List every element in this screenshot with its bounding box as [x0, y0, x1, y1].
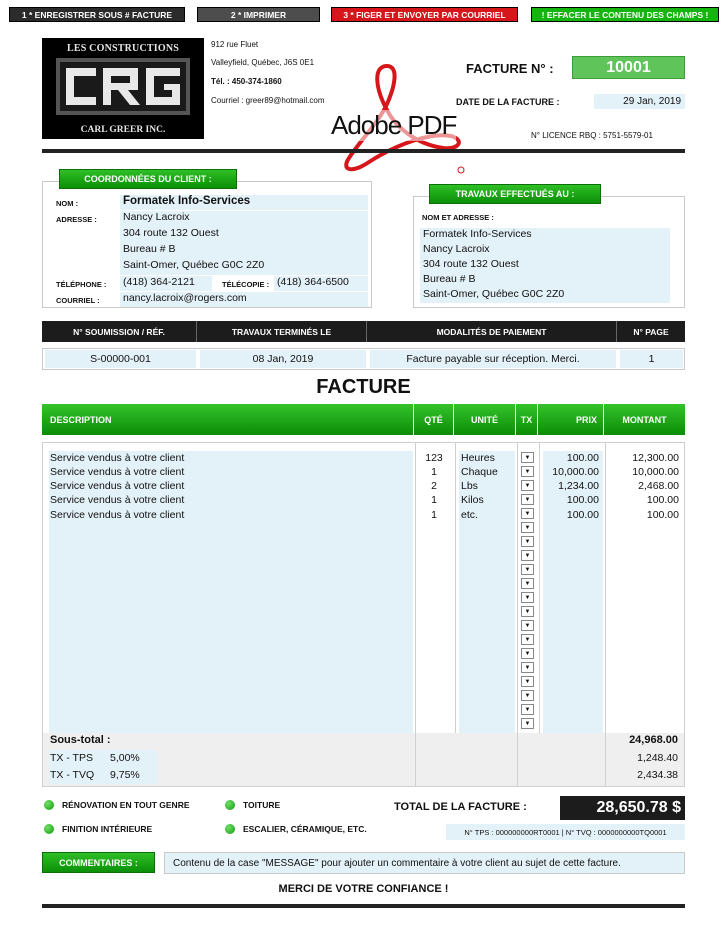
- item-unit[interactable]: etc.: [461, 509, 478, 522]
- client-address-line[interactable]: 304 route 132 Ouest: [120, 227, 368, 243]
- item-unit[interactable]: Chaque: [461, 466, 498, 479]
- print-button[interactable]: 2 * IMPRIMER: [197, 7, 320, 22]
- item-price[interactable]: 100.00: [566, 452, 599, 465]
- tps-rate-field[interactable]: 5,00%: [110, 752, 140, 764]
- item-amount: 100.00: [646, 509, 679, 522]
- freeze-and-email-button[interactable]: 3 * FIGER ET ENVOYER PAR COURRIEL: [331, 7, 518, 22]
- item-quantity[interactable]: 1: [431, 466, 437, 479]
- column-divider: [517, 733, 518, 786]
- invoice-title: FACTURE: [316, 376, 411, 398]
- item-unit[interactable]: Kilos: [461, 494, 484, 507]
- tvq-value: 2,434.38: [637, 769, 678, 781]
- bullet-icon: [225, 800, 235, 810]
- tax-dropdown[interactable]: ▼: [521, 704, 534, 715]
- total-label: TOTAL DE LA FACTURE :: [394, 801, 527, 813]
- tax-dropdown[interactable]: ▼: [521, 662, 534, 673]
- item-unit[interactable]: Lbs: [461, 480, 478, 493]
- item-price[interactable]: 100.00: [566, 494, 599, 507]
- client-address-line[interactable]: Saint-Omer, Québec G0C 2Z0: [120, 259, 368, 275]
- client-section-header: COORDONNÉES DU CLIENT :: [59, 169, 237, 189]
- tps-label: TX - TPS: [50, 752, 93, 764]
- info-values-row: [42, 348, 685, 370]
- tax-dropdown[interactable]: ▼: [521, 648, 534, 659]
- save-as-invoice-button[interactable]: 1 * ENREGISTRER SOUS # FACTURE: [9, 7, 185, 22]
- adobe-pdf-text: Adobe PDF: [331, 110, 457, 140]
- worksite-line[interactable]: Saint-Omer, Québec G0C 2Z0: [420, 288, 670, 303]
- page-number-header: N° PAGE: [633, 326, 669, 337]
- reference-header: N° SOUMISSION / RÉF.: [42, 321, 197, 342]
- subtotal-label: Sous-total :: [50, 734, 111, 746]
- rbq-license: N° LICENCE RBQ : 5751-5579-01: [531, 131, 653, 140]
- item-price[interactable]: 10,000.00: [552, 466, 599, 479]
- company-email: Courriel : greer89@hotmail.com: [211, 96, 325, 105]
- tax-dropdown[interactable]: ▼: [521, 466, 534, 477]
- thank-you-message: MERCI DE VOTRE CONFIANCE !: [278, 883, 449, 895]
- feature-item: ESCALIER, CÉRAMIQUE, ETC.: [243, 824, 367, 834]
- tax-header: TX: [516, 404, 538, 435]
- worksite-section-header: TRAVAUX EFFECTUÉS AU :: [429, 184, 601, 204]
- tax-dropdown[interactable]: ▼: [521, 718, 534, 729]
- tps-value: 1,248.40: [637, 752, 678, 764]
- item-quantity[interactable]: 1: [431, 494, 437, 507]
- tax-dropdown[interactable]: ▼: [521, 676, 534, 687]
- payment-terms-field[interactable]: Facture payable sur réception. Merci.: [370, 350, 616, 368]
- item-quantity[interactable]: 2: [431, 480, 437, 493]
- item-quantity[interactable]: 1: [431, 509, 437, 522]
- worksite-line[interactable]: Bureau # B: [420, 273, 670, 288]
- item-amount: 12,300.00: [632, 452, 679, 465]
- item-description[interactable]: Service vendus à votre client: [50, 466, 185, 479]
- client-fax-field[interactable]: (418) 364-6500: [274, 276, 368, 291]
- page-number-field[interactable]: 1: [620, 350, 683, 368]
- company-logo: [42, 38, 204, 139]
- crg-logo-mark-icon: [56, 58, 190, 115]
- header-divider: [42, 149, 685, 153]
- bullet-icon: [225, 824, 235, 834]
- tax-dropdown[interactable]: ▼: [521, 578, 534, 589]
- client-name-label: NOM :: [56, 199, 79, 208]
- payment-terms-header: MODALITÉS DE PAIEMENT: [367, 321, 617, 342]
- reference-field[interactable]: S-00000-001: [45, 350, 196, 368]
- feature-item: RÉNOVATION EN TOUT GENRE: [62, 800, 190, 810]
- logo-bottom-text: CARL GREER INC.: [80, 125, 166, 135]
- tax-dropdown[interactable]: ▼: [521, 620, 534, 631]
- client-phone-label: TÉLÉPHONE :: [56, 280, 107, 289]
- worksite-line[interactable]: Formatek Info-Services: [420, 228, 670, 243]
- client-email-label: COURRIEL :: [56, 296, 100, 305]
- clear-fields-button[interactable]: ! EFFACER LE CONTENU DES CHAMPS !: [531, 7, 719, 22]
- client-email-field[interactable]: nancy.lacroix@rogers.com: [120, 292, 368, 307]
- item-quantity[interactable]: 123: [425, 452, 443, 465]
- invoice-date-field[interactable]: 29 Jan, 2019: [594, 94, 685, 109]
- unit-header: UNITÉ: [454, 404, 516, 435]
- tax-dropdown[interactable]: ▼: [521, 522, 534, 533]
- item-description[interactable]: Service vendus à votre client: [50, 494, 185, 507]
- worksite-line[interactable]: Nancy Lacroix: [420, 243, 670, 258]
- invoice-number-label: FACTURE N° :: [466, 61, 554, 76]
- tax-dropdown[interactable]: ▼: [521, 480, 534, 491]
- item-amount: 2,468.00: [638, 480, 679, 493]
- client-address-line[interactable]: Nancy Lacroix: [120, 211, 368, 227]
- invoice-date-label: DATE DE LA FACTURE :: [456, 97, 560, 107]
- item-description[interactable]: Service vendus à votre client: [50, 509, 185, 522]
- client-name-field[interactable]: Formatek Info-Services: [120, 195, 368, 210]
- tax-dropdown[interactable]: ▼: [521, 634, 534, 645]
- client-address-line[interactable]: Bureau # B: [120, 243, 368, 259]
- completed-date-field[interactable]: 08 Jan, 2019: [200, 350, 366, 368]
- items-table-header: [42, 404, 685, 435]
- footer-divider: [42, 904, 685, 908]
- invoice-number-field[interactable]: 10001: [572, 56, 685, 79]
- bullet-icon: [44, 800, 54, 810]
- client-fax-label: TÉLÉCOPIE :: [222, 280, 270, 289]
- tax-dropdown[interactable]: ▼: [521, 550, 534, 561]
- completed-date-header: TRAVAUX TERMINÉS LE: [197, 321, 367, 342]
- comments-field[interactable]: Contenu de la case "MESSAGE" pour ajouter un commentaire à votre client au sujet de cette facture.: [164, 852, 685, 874]
- amount-header: MONTANT: [622, 414, 667, 425]
- price-header: PRIX: [538, 404, 604, 435]
- logo-top-text: LES CONSTRUCTIONS: [66, 43, 180, 54]
- info-header-bar: [42, 321, 685, 342]
- item-amount: 100.00: [646, 494, 679, 507]
- company-address-line2: Valleyfield, Québec, J6S 0E1: [211, 58, 315, 67]
- tax-dropdown[interactable]: ▼: [521, 494, 534, 505]
- item-price[interactable]: 1,234.00: [558, 480, 599, 493]
- company-address-line1: 912 rue Fluet: [211, 40, 259, 49]
- tax-dropdown[interactable]: ▼: [521, 690, 534, 701]
- feature-item: TOITURE: [243, 800, 281, 810]
- item-description[interactable]: Service vendus à votre client: [50, 452, 185, 465]
- tax-dropdown[interactable]: ▼: [521, 564, 534, 575]
- tax-dropdown[interactable]: ▼: [521, 452, 534, 463]
- worksite-line[interactable]: 304 route 132 Ouest: [420, 258, 670, 273]
- company-phone: Tél. : 450-374-1860: [211, 77, 282, 86]
- item-description[interactable]: Service vendus à votre client: [50, 480, 185, 493]
- bullet-icon: [44, 824, 54, 834]
- item-amount: 10,000.00: [632, 466, 679, 479]
- comments-label: COMMENTAIRES :: [42, 852, 155, 873]
- client-address-label: ADRESSE :: [56, 215, 97, 224]
- column-divider: [415, 733, 416, 786]
- adobe-pdf-watermark: [325, 62, 475, 177]
- tvq-label: TX - TVQ: [50, 769, 95, 781]
- tax-dropdown[interactable]: ▼: [521, 508, 534, 519]
- tax-dropdown[interactable]: ▼: [521, 606, 534, 617]
- tvq-rate-field[interactable]: 9,75%: [110, 769, 140, 781]
- tax-numbers: N° TPS : 000000000RT0001 | N° TVQ : 0000000000TQ0001: [446, 824, 685, 840]
- invoice-total: 28,650.78 $: [560, 796, 685, 820]
- worksite-label: NOM ET ADRESSE :: [422, 213, 494, 222]
- feature-item: FINITION INTÉRIEURE: [62, 824, 153, 834]
- subtotal-value: 24,968.00: [629, 734, 678, 746]
- tax-dropdown[interactable]: ▼: [521, 536, 534, 547]
- item-unit[interactable]: Heures: [461, 452, 495, 465]
- client-phone-field[interactable]: (418) 364-2121: [120, 276, 212, 291]
- tax-dropdown[interactable]: ▼: [521, 592, 534, 603]
- item-price[interactable]: 100.00: [566, 509, 599, 522]
- quantity-header: QTÉ: [414, 404, 454, 435]
- description-header: DESCRIPTION: [42, 404, 414, 435]
